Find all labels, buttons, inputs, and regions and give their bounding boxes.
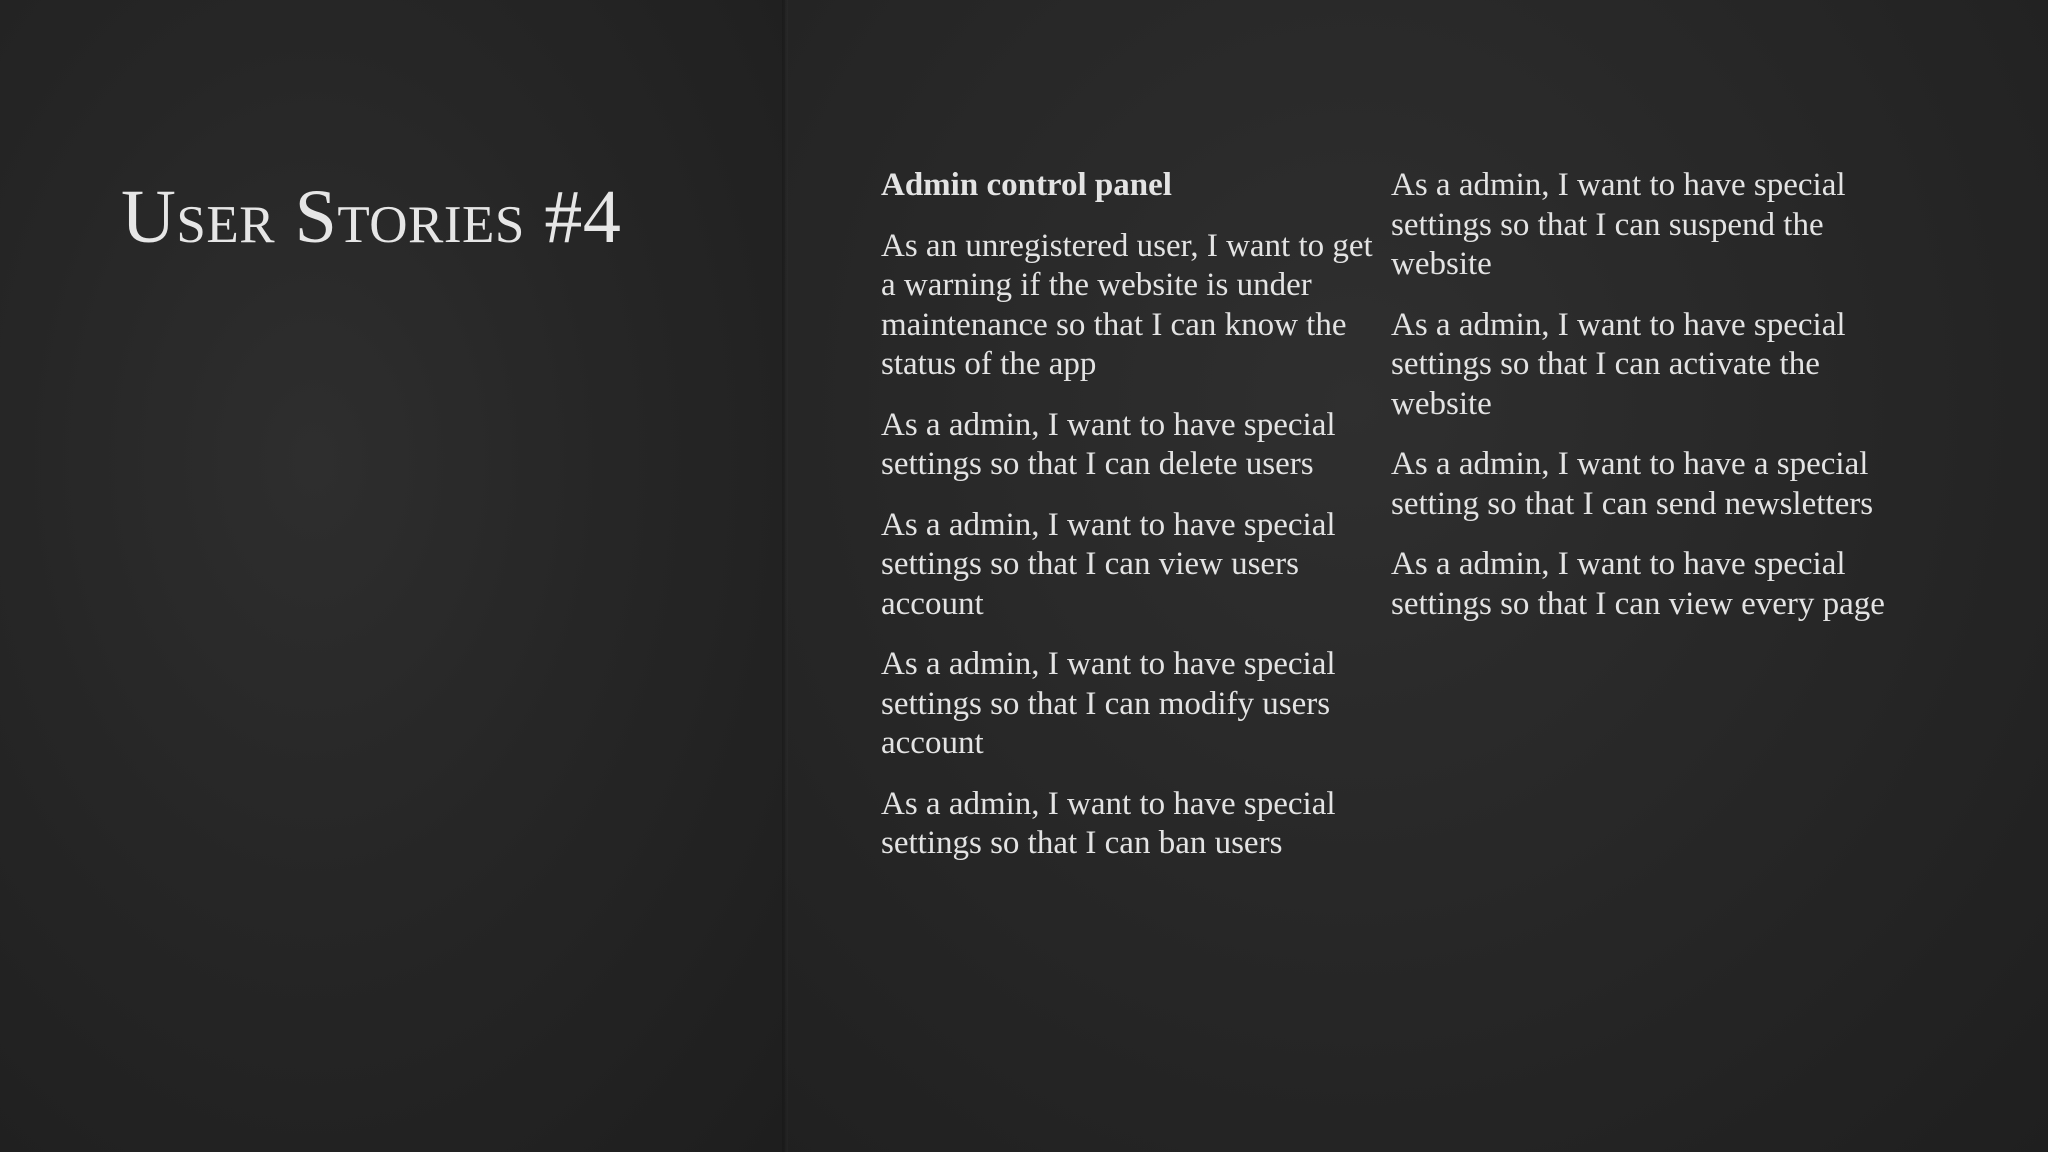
user-story-item: As a admin, I want to have special settings so that I can modify users account — [881, 646, 1336, 761]
user-story-item: As a admin, I want to have a special setting so that I can send newsletters — [1391, 446, 1874, 522]
user-story-item: As a admin, I want to have special settings so that I can view every page — [1391, 546, 1885, 622]
user-story-item: As an unregistered user, I want to get a warning if the website is under maintenance so that I can know the status of the app — [881, 227, 1373, 382]
user-story-item: As a admin, I want to have special settings so that I can suspend the website — [1391, 167, 1846, 282]
user-story-item: As a admin, I want to have special settings so that I can ban users — [881, 785, 1336, 861]
user-story-item: As a admin, I want to have special settings so that I can activate the website — [1391, 306, 1846, 422]
user-story-item: As a admin, I want to have special settings so that I can view users account — [881, 506, 1336, 622]
slide-content — [881, 166, 1901, 926]
slide-title: User Stories #4 — [121, 175, 622, 259]
user-story-item: As a admin, I want to have special settings so that I can delete users — [881, 406, 1336, 482]
section-heading: Admin control panel — [881, 167, 1172, 203]
panel-divider — [782, 0, 788, 1152]
